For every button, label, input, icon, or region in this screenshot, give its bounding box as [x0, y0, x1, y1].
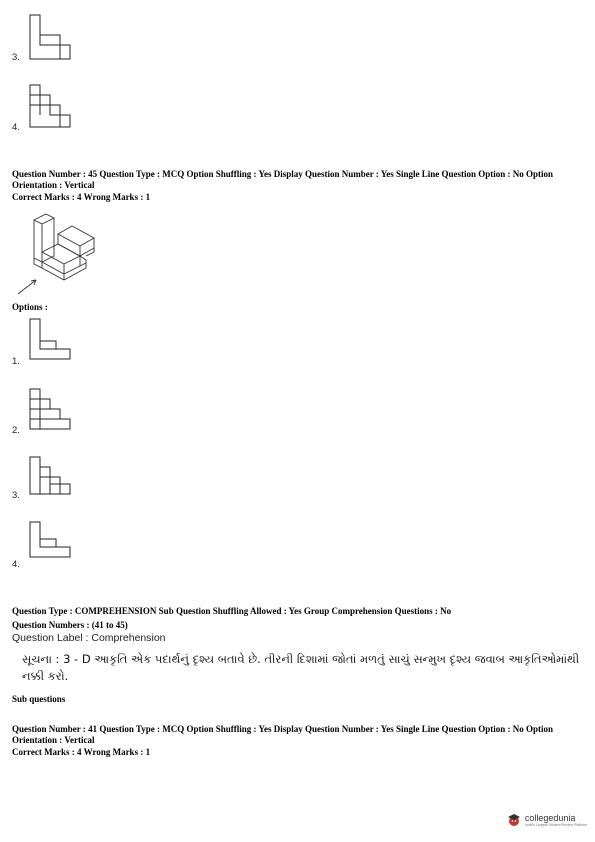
- question-41-header: Question Number : 41 Question Type : MCQ Option Shuffling : Yes Display Question Number : Yes Single Line Question Option : No Option Orientation : Vertical: [12, 724, 553, 745]
- option-number: 4.: [12, 122, 20, 133]
- option-number: 4.: [12, 559, 20, 570]
- option-number: 2.: [12, 425, 20, 436]
- option-figure-2: [26, 386, 76, 434]
- question-45-header: Question Number : 45 Question Type : MCQ Option Shuffling : Yes Display Question Number : Yes Single Line Question Option : No Option Orientation : Vertical: [12, 169, 553, 190]
- logo-icon: [506, 812, 522, 828]
- option-number: 3.: [12, 52, 20, 63]
- option-figure-3: [26, 454, 76, 502]
- logo-tagline: India's Largest Student Review Platform: [524, 823, 587, 827]
- options-label: Options :: [12, 302, 48, 312]
- collegedunia-logo: [506, 812, 587, 828]
- sub-questions-label: Sub questions: [12, 694, 66, 704]
- question-45-marks: Correct Marks : 4 Wrong Marks : 1: [12, 192, 151, 202]
- comprehension-label-line: Question Label : Comprehension: [12, 632, 166, 644]
- option-figure-3-top: [26, 12, 76, 62]
- option-number: 1.: [12, 356, 20, 367]
- comprehension-type-line: Question Type : COMPREHENSION Sub Question Shuffling Allowed : Yes Group Comprehension Questions : No: [12, 606, 452, 616]
- comprehension-instruction: સૂચના : 3 - D આકૃતિ એક પદાર્થનું દૃશ્ય બતાવે છે. તીરની દિશામાં જોતાં મળતું સાચું સન્મુખ દૃશ્ય જવાબ આકૃતિઓમાંથી નક્કી કરો.: [22, 652, 580, 683]
- option-figure-4-top: [26, 82, 76, 132]
- option-number: 3.: [12, 490, 20, 501]
- logo-brand: collegedunia: [524, 813, 576, 823]
- comprehension-numbers-line: Question Numbers : (41 to 45): [12, 620, 128, 630]
- question-41-marks: Correct Marks : 4 Wrong Marks : 1: [12, 747, 151, 757]
- option-figure-1: [26, 316, 76, 364]
- option-figure-4: [26, 519, 76, 567]
- question-45-3d-figure: [14, 208, 114, 300]
